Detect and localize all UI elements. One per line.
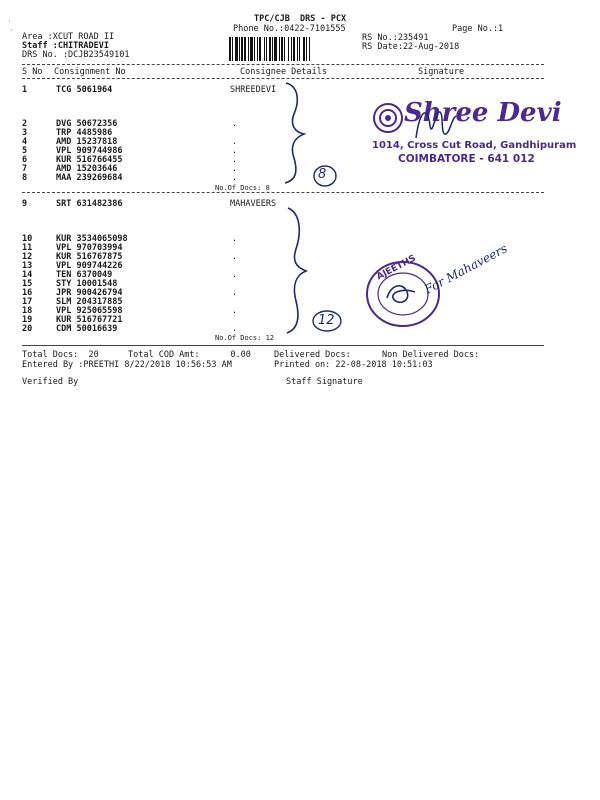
table-row-consignment: VPL 909744226 (56, 261, 123, 271)
table-row-consignment: SRT 631482386 (56, 199, 123, 209)
summary-rule (22, 345, 544, 346)
shop-logo-icon (372, 102, 404, 134)
table-row-sno: 14 (22, 270, 33, 280)
header-bottom-rule (22, 78, 544, 79)
row-dot: . (232, 324, 238, 334)
table-row-sno: 11 (22, 243, 33, 253)
table-row-sno: 19 (22, 315, 33, 325)
entered-by: Entered By :PREETHI 8/22/2018 10:56:53 AM (22, 360, 232, 370)
table-row-sno: 13 (22, 261, 33, 271)
rs-date: RS Date:22-Aug-2018 (362, 42, 460, 52)
non-delivered-docs: Non Delivered Docs: (382, 350, 480, 360)
shop-stamp-name: Shree Devi (404, 98, 562, 128)
row-dot: . (232, 173, 238, 183)
table-row-consignment: KUR 3534065098 (56, 234, 128, 244)
table-row-consignment: STY 10001548 (56, 279, 118, 289)
handwritten-count: 12 (318, 313, 335, 328)
group-doc-count: No.Of Docs: 12 (215, 334, 275, 342)
row-dot: . (232, 252, 238, 262)
table-row-sno: 9 (22, 199, 28, 209)
barcode (229, 37, 359, 61)
table-row-consignment: TEN 6370049 (56, 270, 113, 280)
page-number: Page No.:1 (452, 24, 504, 34)
table-row-sno: 8 (22, 173, 28, 183)
handwritten-signature (410, 98, 460, 148)
phone-number: Phone No.:0422-7101555 (233, 24, 346, 34)
table-row-consignment: CDM 50016639 (56, 324, 118, 334)
group-doc-count: No.Of Docs: 8 (215, 184, 270, 192)
staff-label: Staff :CHITRADEVI (22, 41, 109, 51)
table-row-consignment: JPR 900426794 (56, 288, 123, 298)
verified-by: Verified By (22, 377, 79, 387)
table-row-sno: 12 (22, 252, 33, 262)
col-sno: S No (22, 67, 43, 77)
table-row-consignment: VPL 925065598 (56, 306, 123, 316)
round-stamp-signature: For Mahaveers (422, 241, 510, 297)
table-row-sno: 4 (22, 137, 28, 147)
table-row-sno: 16 (22, 288, 33, 298)
row-dot: . (232, 164, 238, 174)
table-row-sno: 18 (22, 306, 33, 316)
round-stamp-text: AJEETHS (375, 253, 418, 283)
table-row-consignment: KUR 516766455 (56, 155, 123, 165)
table-row-consignment: TCG 5061964 (56, 85, 113, 95)
table-row-consignment: TRP 4485986 (56, 128, 113, 138)
col-consignment: Consignment No (54, 67, 126, 77)
row-dot: . (232, 119, 238, 129)
table-row-consignment: AMD 15237818 (56, 137, 118, 147)
row-dot: . (232, 234, 238, 244)
brace-mark (282, 205, 314, 335)
total-cod-amount: Total COD Amt: 0.00 (128, 350, 251, 360)
table-row-consignment: KUR 516767875 (56, 252, 123, 262)
drs-number: DRS No. :DCJB23549101 (22, 50, 130, 60)
table-row-consignment: VPL 909744986 (56, 146, 123, 156)
table-row-sno: 1 (22, 85, 28, 95)
row-dot: . (232, 155, 238, 165)
row-dot: . (232, 137, 238, 147)
handwritten-count: 8 (318, 167, 327, 182)
shop-stamp-city: COIMBATORE - 641 012 (398, 153, 535, 165)
scan-speck: · (10, 26, 13, 35)
table-row-sno: 2 (22, 119, 28, 129)
table-row-sno: 7 (22, 164, 28, 174)
table-row-sno: 17 (22, 297, 33, 307)
table-row-sno: 20 (22, 324, 33, 334)
col-signature: Signature (418, 67, 465, 77)
row-dot: . (232, 288, 238, 298)
staff-signature-label: Staff Signature (286, 377, 363, 387)
table-row-sno: 6 (22, 155, 28, 165)
row-dot: . (232, 146, 238, 156)
brace-mark (280, 80, 310, 185)
report-title: TPC/CJB DRS - PCX (254, 14, 347, 24)
delivered-docs: Delivered Docs: (274, 350, 351, 360)
area-label: Area :XCUT ROAD II (22, 32, 115, 42)
header-top-rule (22, 64, 544, 65)
scan-speck: · (8, 17, 11, 26)
table-row-consignment: VPL 970703994 (56, 243, 123, 253)
group-separator (22, 192, 544, 193)
total-docs: Total Docs: 20 (22, 350, 99, 360)
table-row-sno: 5 (22, 146, 28, 156)
row-dot: . (232, 270, 238, 280)
table-row-consignment: SLM 204317885 (56, 297, 123, 307)
table-row-sno: 10 (22, 234, 33, 244)
table-row-consignment: KUR 516767721 (56, 315, 123, 325)
printed-on: Printed on: 22-08-2018 10:51:03 (274, 360, 433, 370)
consignee-name: MAHAVEERS (230, 199, 277, 209)
col-consignee: Consignee Details (240, 67, 327, 77)
row-dot: . (232, 306, 238, 316)
table-row-sno: 3 (22, 128, 28, 138)
shop-stamp-address: 1014, Cross Cut Road, Gandhipuram (372, 140, 577, 151)
rs-number: RS No.:235491 (362, 33, 429, 43)
table-row-consignment: DVG 50672356 (56, 119, 118, 129)
table-row-consignment: AMD 15203646 (56, 164, 118, 174)
table-row-sno: 15 (22, 279, 33, 289)
consignee-name: SHREEDEVI (230, 85, 277, 95)
table-row-consignment: MAA 239269684 (56, 173, 123, 183)
